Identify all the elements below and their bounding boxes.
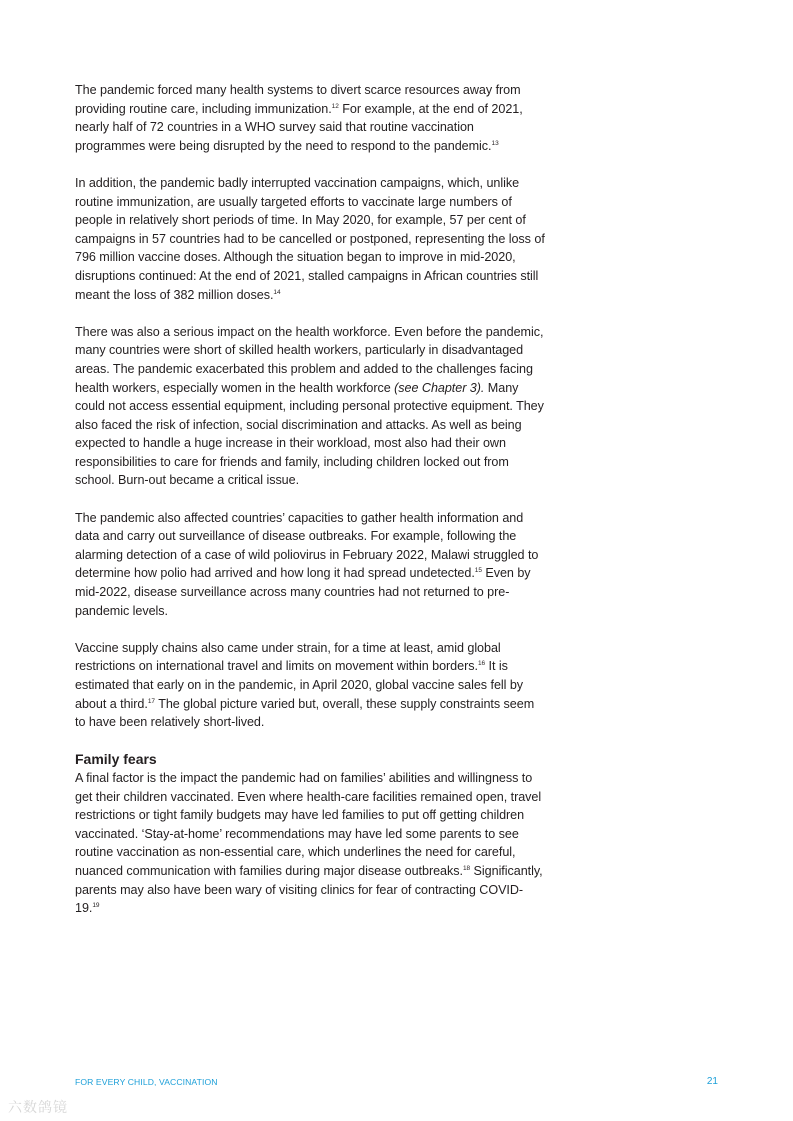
text-run: It is estimated that early on in the pandemic, in April 2020, global vaccine sales fell by about a third.: [75, 659, 524, 711]
paragraph-2: [75, 174, 547, 304]
paragraph-5: [75, 639, 547, 732]
text-run: A final factor is the impact the pandemic had on families’ abilities and willingness to get their children vaccinated. Even where health-care facilities remained open, travel restrictions or tight family budgets may have led families to put off getting children vaccinated. ‘Stay-at-home’ recommendations may have led some parents to see routine vaccination as non-essential care, which underlines the need for careful, nuanced communication with families during major disease outbreaks.: [75, 770, 542, 878]
text-run: Vaccine supply chains also came under strain, for a time at least, amid global restrictions on international travel and limits on movement within borders.: [75, 640, 501, 674]
text-run: The pandemic also affected countries’ capacities to gather health information and data and carry out surveillance of disease outbreaks. For example, following the alarming detection of a case of wild poliovirus in February 2022, Malawi struggled to determine how polio had arrived and how long it had spread undetected.: [75, 510, 539, 581]
body-text: [75, 81, 547, 936]
footnote-ref[interactable]: 19: [92, 902, 100, 910]
section-heading: Family fears: [75, 751, 157, 768]
paragraph-3: [75, 323, 547, 490]
running-title: FOR EVERY CHILD, VACCINATION: [75, 1077, 218, 1087]
footnote-ref[interactable]: 12: [331, 102, 339, 110]
chapter-reference: (see Chapter 3).: [394, 380, 485, 395]
footnote-ref[interactable]: 16: [477, 660, 486, 668]
paragraph-1: [75, 81, 547, 155]
footnote-ref[interactable]: 15: [474, 567, 482, 575]
text-run: In addition, the pandemic badly interrupted vaccination campaigns, which, unlike routine immunization, are usually targeted efforts to vaccinate large numbers of people in relatively short periods of time. In May 2020, for example, 57 per cent of campaigns in 57 countries had to be cancelled or postponed, representing the loss of 796 million vaccine doses. Although the situation began to improve in mid-2020, disruptions continued: At the end of 2021, stalled campaigns in African countries still meant the loss of 382 million doses.: [75, 175, 545, 302]
text-run: Many could not access essential equipment, including personal protective equipment. They also faced the risk of infection, social discrimination and attacks. As well as being expected to handle a huge increase in their workload, most also had their own responsibilities to care for friends and family, including children locked out from school. Burn-out became a critical issue.: [75, 380, 544, 488]
footnote-ref[interactable]: 14: [273, 288, 281, 296]
paragraph-6: [75, 769, 547, 918]
text-run: Significantly, parents may also have been wary of visiting clinics for fear of contracting COVID-19.: [75, 863, 543, 916]
text-run: The global picture varied but, overall, these supply constraints seem to have been relatively short-lived.: [75, 696, 535, 730]
watermark-logo: 六数鸽镜: [8, 1099, 68, 1115]
page-number: 21: [706, 1076, 718, 1087]
text-run: There was also a serious impact on the health workforce. Even before the pandemic, many countries were short of skilled health workers, particularly in disadvantaged areas. The pandemic exacerbated this problem and added to the challenges facing health workers, especially women in the health workforce: [75, 324, 544, 395]
footnote-ref[interactable]: 17: [147, 697, 155, 705]
footnote-ref[interactable]: 13: [491, 139, 499, 147]
footnote-ref[interactable]: 18: [462, 864, 471, 872]
text-run: For example, at the end of 2021, nearly half of 72 countries in a WHO survey said that routine vaccination programmes were being disrupted by the need to respond to the pandemic.: [75, 101, 523, 153]
text-run: The pandemic forced many health systems to divert scarce resources away from providing routine care, including immunization.: [75, 83, 521, 116]
text-run: Even by mid-2022, disease surveillance across many countries had not returned to pre-pandemic levels.: [75, 566, 531, 618]
paragraph-4: [75, 509, 547, 621]
